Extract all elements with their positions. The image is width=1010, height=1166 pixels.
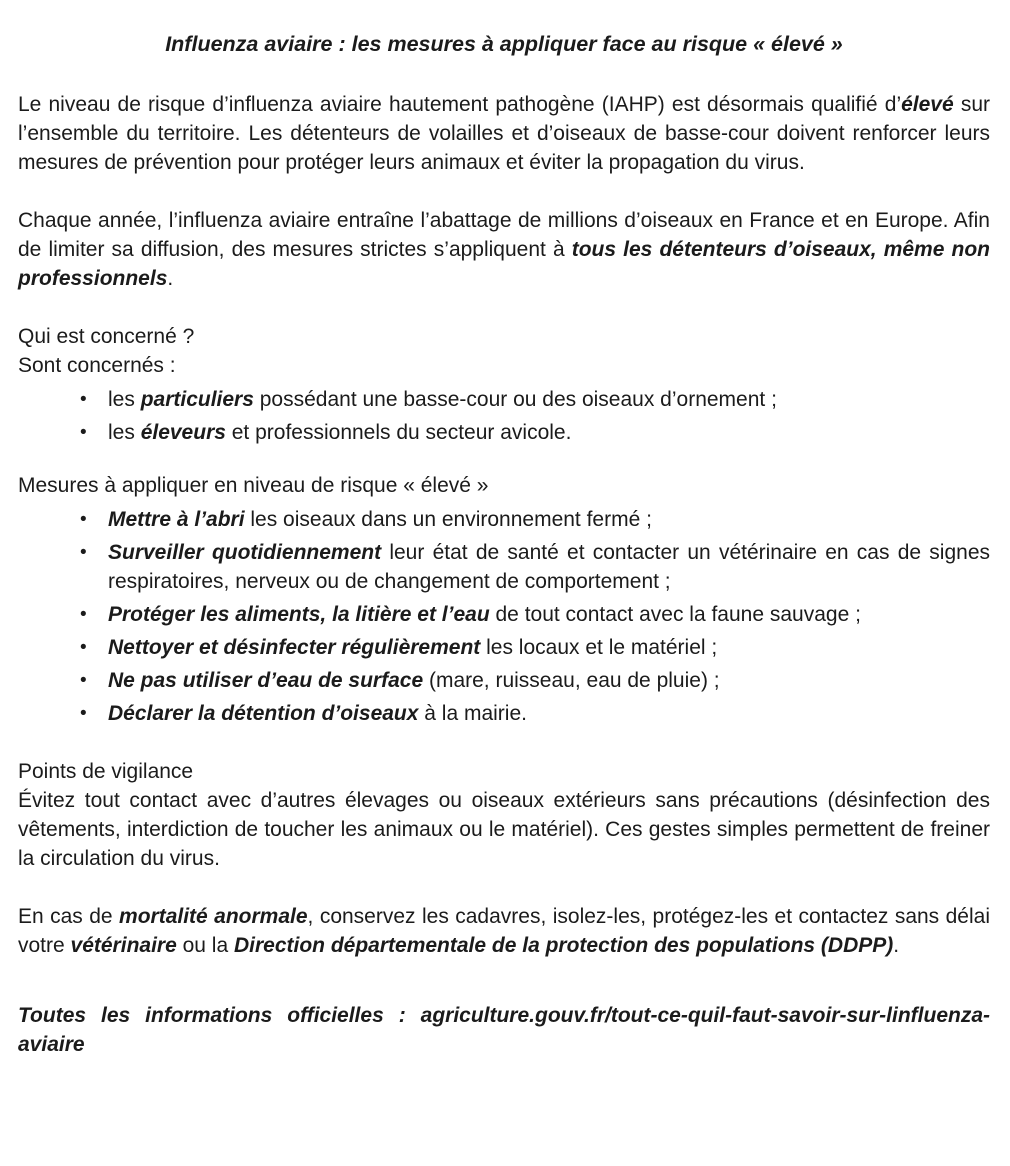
context-emphasis-detenteurs: tous les détenteurs d’oiseaux, même non professionnels [18,238,990,290]
official-info-link-text: Toutes les informations officielles : agriculture.gouv.fr/tout-ce-quil-faut-savoir-sur-linfluenza-aviaire [18,1004,990,1056]
measures-item-4-emphasis: Nettoyer et désinfecter régulièrement [108,636,481,659]
document-title: Influenza aviaire : les mesures à appliquer face au risque « élevé » [165,32,843,56]
who-intro: Sont concernés : [18,354,176,377]
who-item-1-text-2: possédant une basse-cour ou des oiseaux d’ornement ; [253,388,777,411]
mortality-emphasis-anormale: mortalité anormale [119,905,308,928]
measures-heading: Mesures à appliquer en niveau de risque « élevé » [18,474,489,497]
mortality-emphasis-veterinaire: vétérinaire [70,934,177,957]
measures-item-1-text: les oiseaux dans un environnement fermé ; [244,508,652,531]
measures-item-proteger [108,600,990,629]
context-text-2: . [167,267,174,290]
measures-item-6-emphasis: Déclarer la détention d’oiseaux [108,702,419,725]
measures-item-surveiller [108,538,990,596]
measures-item-5-text: (mare, ruisseau, eau de pluie) ; [423,669,720,692]
measures-item-3-text: de tout contact avec la faune sauvage ; [489,603,861,626]
context-paragraph [18,206,990,293]
who-list [18,385,990,447]
measures-item-eau-surface [108,666,990,695]
measures-item-2-text: leur état de santé et contacter un vétérinaire en cas de signes respiratoires, nerveux ou de changement de comportement ; [108,541,990,593]
measures-item-abri [108,505,990,534]
who-item-2-text-1: les [108,421,141,444]
mortality-paragraph [18,902,990,960]
who-list-item-particuliers [108,385,990,414]
who-item-2-text-2: et professionnels du secteur avicole. [225,421,572,444]
measures-item-3-emphasis: Protéger les aliments, la litière et l’eau [108,603,490,626]
mortality-text-4: . [893,934,900,957]
measures-item-6-text: à la mairie. [418,702,527,725]
measures-item-1-emphasis: Mettre à l’abri [108,508,245,531]
measures-item-4-text: les locaux et le matériel ; [480,636,718,659]
who-item-1-text-1: les [108,388,141,411]
measures-list [18,505,990,728]
measures-item-nettoyer [108,633,990,662]
intro-text-2: sur l’ensemble du territoire. Les détenteurs de volailles et d’oiseaux de basse-cour doivent renforcer leurs mesures de prévention pour protéger leurs animaux et éviter la propagation du virus. [18,93,990,174]
context-text-1: Chaque année, l’influenza aviaire entraîne l’abattage de millions d’oiseaux en France et en Europe. Afin de limiter sa diffusion, des mesures strictes s’appliquent à [18,209,990,261]
measures-item-declarer [108,699,990,728]
measures-item-5-emphasis: Ne pas utiliser d’eau de surface [108,669,424,692]
who-list-item-eleveurs [108,418,990,447]
vigilance-paragraph: Évitez tout contact avec d’autres élevages ou oiseaux extérieurs sans précautions (désinfection des vêtements, interdiction de toucher les animaux ou le matériel). Ces gestes simples permettent de freiner la circulation du virus. [18,789,990,870]
mortality-text-2: , conservez les cadavres, isolez-les, protégez-les et contactez sans délai votre [18,905,990,957]
intro-text-1: Le niveau de risque d’influenza aviaire hautement pathogène (IAHP) est désormais qualifié d’ [18,93,902,116]
mortality-text-1: En cas de [18,905,120,928]
measures-item-2-emphasis: Surveiller quotidiennement [108,541,382,564]
who-heading: Qui est concerné ? [18,325,195,348]
intro-paragraph [18,90,990,177]
who-item-2-emphasis: éleveurs [140,421,226,444]
who-item-1-emphasis: particuliers [140,388,254,411]
intro-emphasis-eleve: élevé [901,93,954,116]
mortality-emphasis-ddpp: Direction départementale de la protection des populations (DDPP) [233,934,894,957]
mortality-text-3: ou la [176,934,234,957]
vigilance-heading: Points de vigilance [18,760,194,783]
